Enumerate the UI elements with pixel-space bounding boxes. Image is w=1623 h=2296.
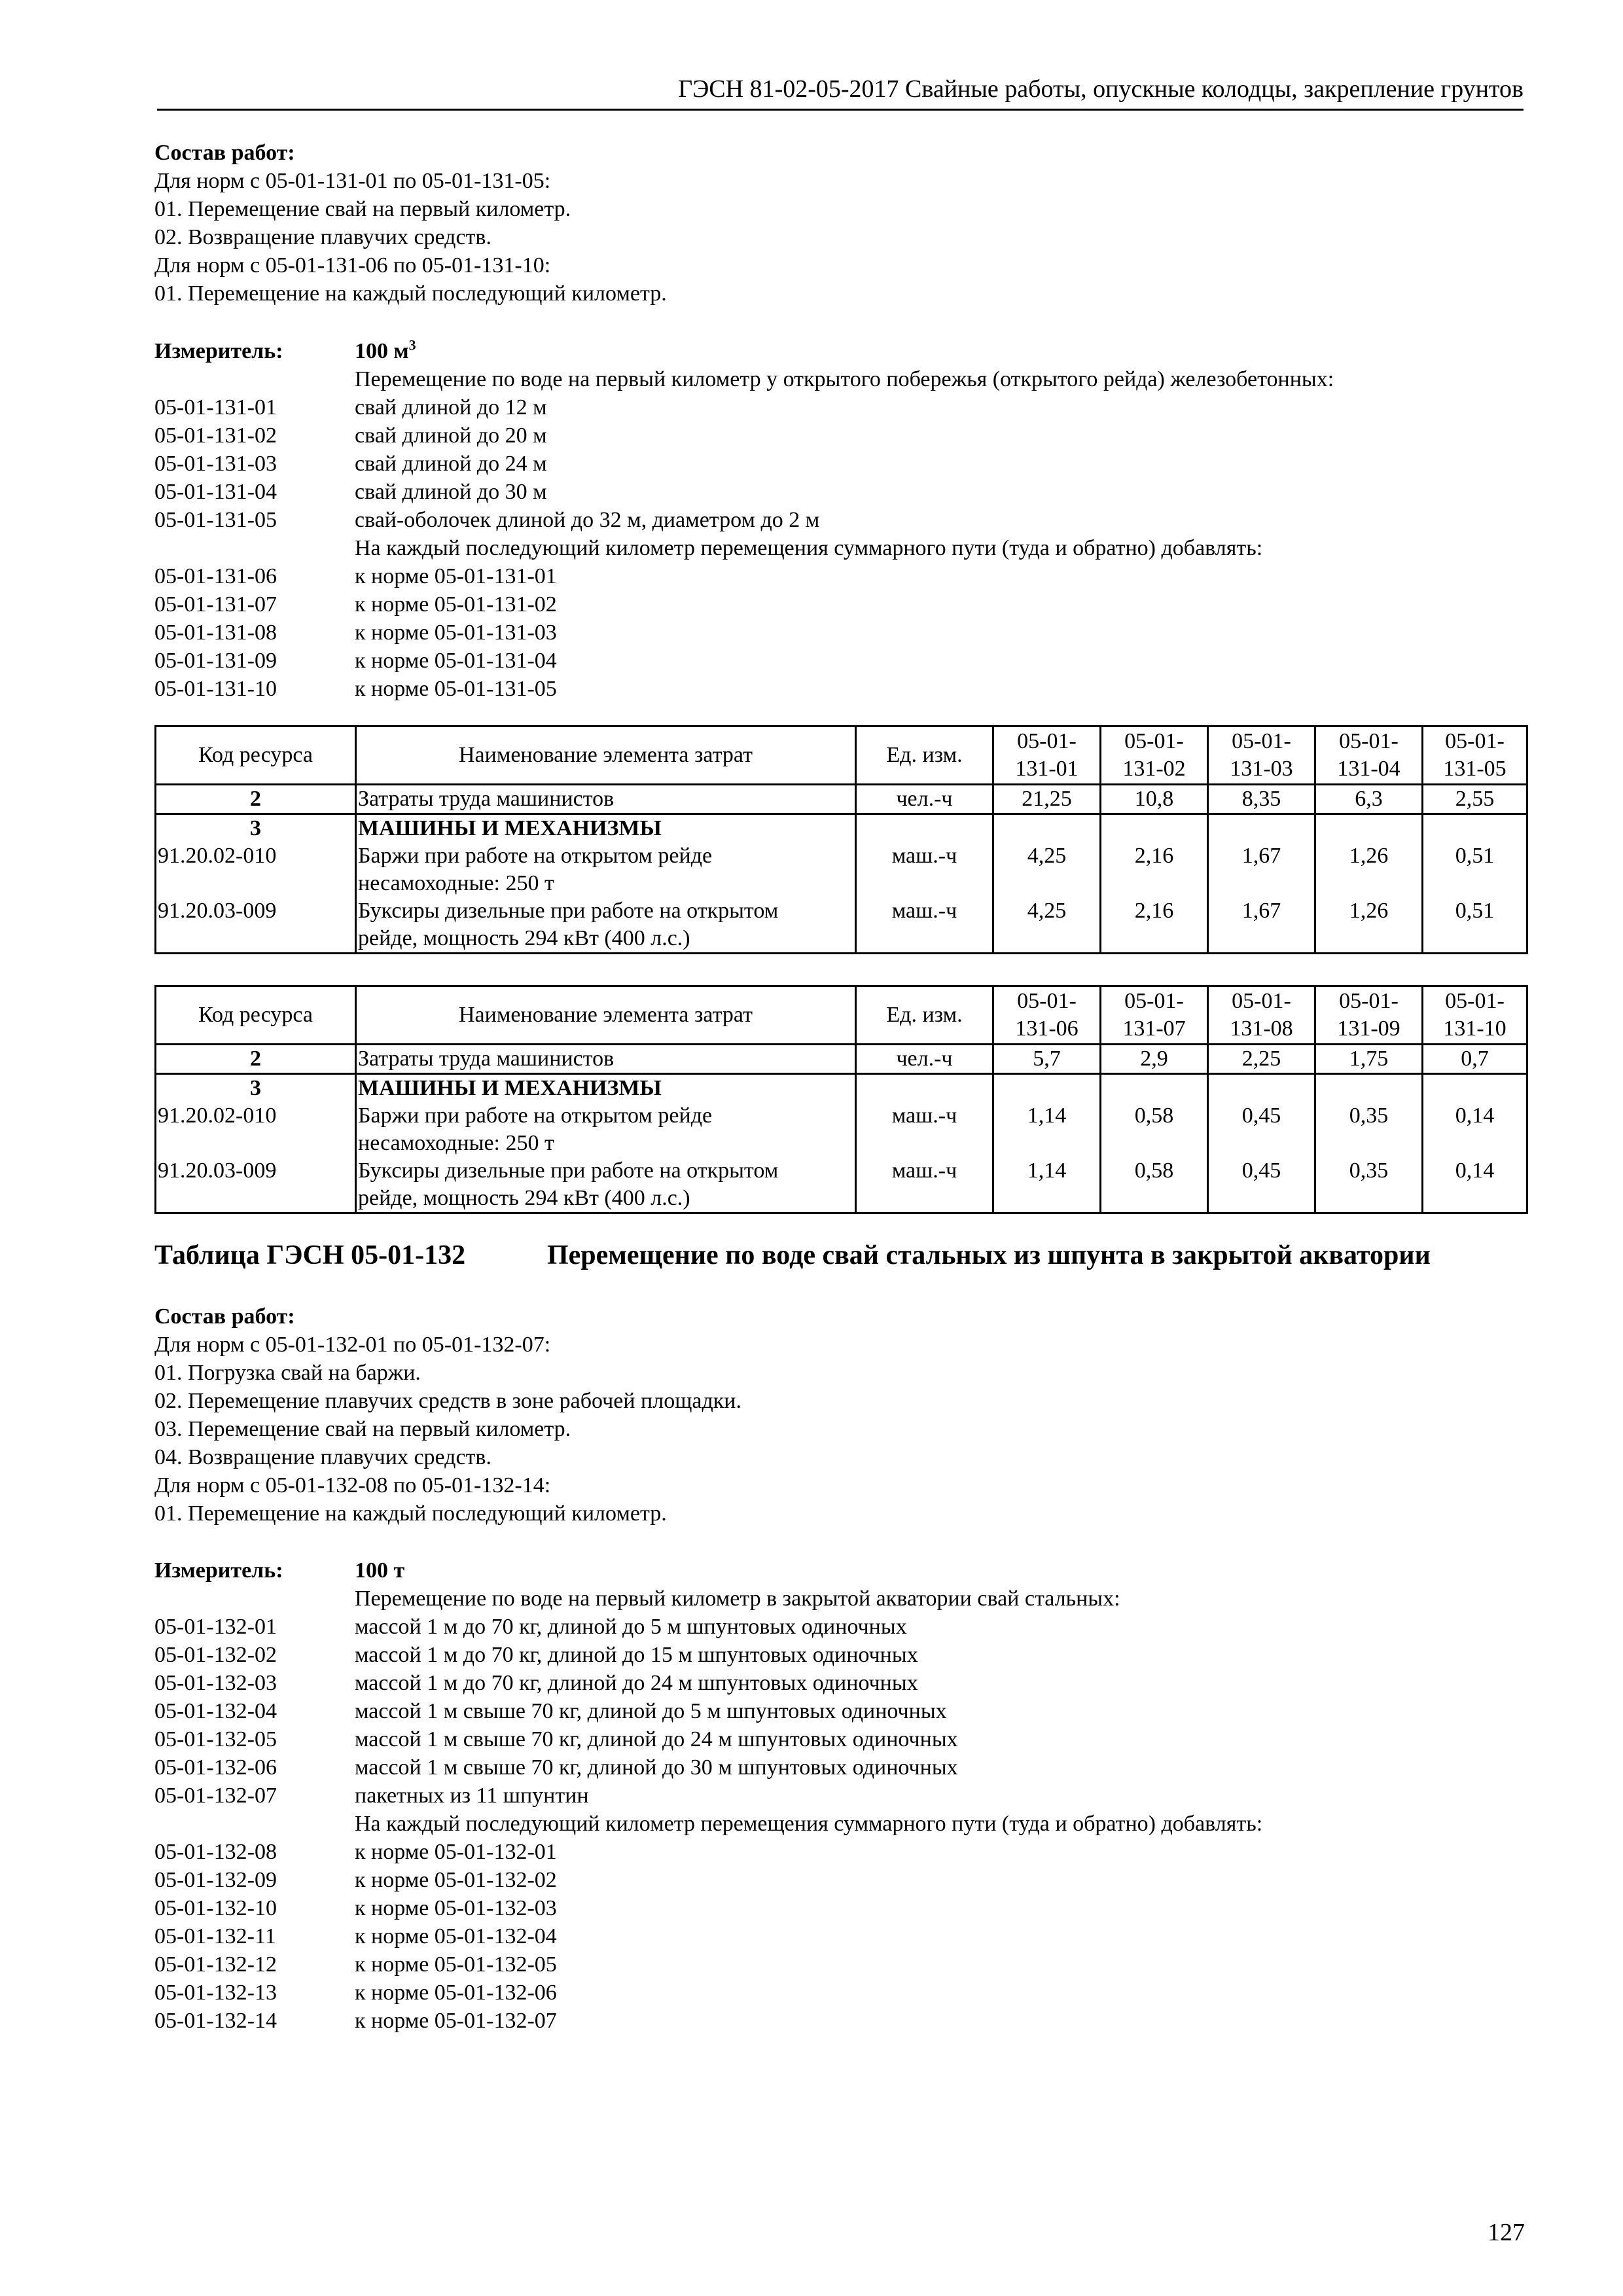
resource-code: 3 bbox=[156, 1074, 356, 1103]
col-header-unit: Ед. изм. bbox=[856, 726, 993, 785]
resource-code: 91.20.03-009 bbox=[156, 1157, 356, 1213]
running-header: ГЭСН 81-02-05-2017 Свайные работы, опускные колодцы, закрепление грунтов bbox=[157, 73, 1524, 111]
resource-name: Баржи при работе на открытом рейде несамоходные: 250 т bbox=[356, 1102, 856, 1157]
norm-row: 05-01-132-04 массой 1 м свыше 70 кг, длиной до 5 м шпунтовых одиночных bbox=[154, 1699, 947, 1723]
resource-value: 0,7 bbox=[1423, 1045, 1527, 1074]
resource-name: Буксиры дизельные при работе на открытом рейде, мощность 294 кВт (400 л.с.) bbox=[356, 897, 856, 954]
composition-line: 03. Перемещение свай на первый километр. bbox=[154, 1417, 571, 1441]
resource-value: 1,14 bbox=[993, 1157, 1101, 1213]
table-title bbox=[154, 1237, 1529, 1274]
col-header-norm: 05-01- 131-07 bbox=[1101, 986, 1208, 1045]
norm-row: 05-01-132-08 к норме 05-01-132-01 bbox=[154, 1840, 557, 1864]
table-header-row bbox=[156, 986, 1527, 1045]
composition-line: 04. Возвращение плавучих средств. bbox=[154, 1445, 491, 1469]
section-title: МАШИНЫ И МЕХАНИЗМЫ bbox=[356, 1074, 856, 1103]
meter-label: Измеритель: bbox=[154, 1558, 283, 1583]
composition-line: 01. Перемещение на каждый последующий километр. bbox=[154, 281, 667, 306]
norm-row: 05-01-131-04 свай длиной до 30 м bbox=[154, 480, 547, 504]
resource-value: 21,25 bbox=[993, 785, 1101, 814]
resource-value: 0,58 bbox=[1101, 1157, 1208, 1213]
meter-row bbox=[154, 1556, 1529, 1585]
table-row bbox=[156, 1102, 1527, 1157]
resource-value: 0,51 bbox=[1423, 897, 1527, 954]
composition-line: 01. Перемещение на каждый последующий километр. bbox=[154, 1501, 667, 1526]
resource-unit: маш.-ч bbox=[856, 842, 993, 897]
resource-name: Затраты труда машинистов bbox=[356, 1045, 856, 1074]
resource-table-2 bbox=[154, 985, 1528, 1214]
resource-unit: чел.-ч bbox=[856, 785, 993, 814]
resource-name: Буксиры дизельные при работе на открытом рейде, мощность 294 кВт (400 л.с.) bbox=[356, 1157, 856, 1213]
norm-row: 05-01-132-13 к норме 05-01-132-06 bbox=[154, 1981, 557, 2005]
col-header-code: Код ресурса bbox=[156, 986, 356, 1045]
resource-value: 2,16 bbox=[1101, 842, 1208, 897]
resource-value: 6,3 bbox=[1315, 785, 1423, 814]
composition-line: 02. Возвращение плавучих средств. bbox=[154, 225, 491, 249]
composition-line: Для норм с 05-01-132-01 по 05-01-132-07: bbox=[154, 1333, 551, 1357]
resource-value: 2,55 bbox=[1423, 785, 1527, 814]
col-header-unit: Ед. изм. bbox=[856, 986, 993, 1045]
norm-row: 05-01-132-03 массой 1 м до 70 кг, длиной до 24 м шпунтовых одиночных bbox=[154, 1671, 918, 1695]
norm-row: 05-01-131-01 свай длиной до 12 м bbox=[154, 395, 547, 420]
composition-131 bbox=[154, 139, 1529, 308]
resource-value: 0,45 bbox=[1208, 1102, 1315, 1157]
resource-value: 2,9 bbox=[1101, 1045, 1208, 1074]
resource-unit: маш.-ч bbox=[856, 897, 993, 954]
resource-name: Баржи при работе на открытом рейде несамоходные: 250 т bbox=[356, 842, 856, 897]
table-header-row bbox=[156, 726, 1527, 785]
norms-132 bbox=[154, 1556, 1529, 2035]
resource-value: 2,16 bbox=[1101, 897, 1208, 954]
norm-row: 05-01-131-07 к норме 05-01-131-02 bbox=[154, 592, 557, 617]
resource-value: 0,14 bbox=[1423, 1157, 1527, 1213]
col-header-name: Наименование элемента затрат bbox=[356, 986, 856, 1045]
col-header-norm: 05-01- 131-03 bbox=[1208, 726, 1315, 785]
norm-row: 05-01-132-14 к норме 05-01-132-07 bbox=[154, 2009, 557, 2033]
resource-value: 5,7 bbox=[993, 1045, 1101, 1074]
col-header-norm: 05-01- 131-01 bbox=[993, 726, 1101, 785]
resource-value: 0,35 bbox=[1315, 1157, 1423, 1213]
resource-value: 0,14 bbox=[1423, 1102, 1527, 1157]
table-row-labor bbox=[156, 1045, 1527, 1074]
col-header-norm: 05-01- 131-08 bbox=[1208, 986, 1315, 1045]
table-name: Перемещение по воде свай стальных из шпунта в закрытой акватории bbox=[547, 1240, 1431, 1270]
norm-intro: Перемещение по воде на первый километр у открытого побережья (открытого рейда) железобетонных: bbox=[355, 367, 1334, 391]
norm-row: 05-01-131-10 к норме 05-01-131-05 bbox=[154, 677, 557, 701]
resource-unit: чел.-ч bbox=[856, 1045, 993, 1074]
resource-value: 4,25 bbox=[993, 842, 1101, 897]
resource-value: 0,35 bbox=[1315, 1102, 1423, 1157]
table-row bbox=[156, 842, 1527, 897]
meter-row bbox=[154, 337, 1529, 365]
norm-row: 05-01-132-05 массой 1 м свыше 70 кг, длиной до 24 м шпунтовых одиночных bbox=[154, 1727, 958, 1751]
meter-label: Измеритель: bbox=[154, 339, 283, 363]
resource-code: 91.20.02-010 bbox=[156, 842, 356, 897]
norm-row: 05-01-132-02 массой 1 м до 70 кг, длиной до 15 м шпунтовых одиночных bbox=[154, 1643, 918, 1667]
table-row bbox=[156, 1157, 1527, 1213]
resource-value: 1,26 bbox=[1315, 897, 1423, 954]
norm-intro: На каждый последующий километр перемещения суммарного пути (туда и обратно) добавлять: bbox=[355, 1812, 1263, 1836]
resource-code: 3 bbox=[156, 814, 356, 843]
norm-intro: Перемещение по воде на первый километр в закрытой акватории свай стальных: bbox=[355, 1587, 1120, 1611]
norms-131 bbox=[154, 337, 1529, 703]
resource-value: 1,67 bbox=[1208, 842, 1315, 897]
composition-line: Для норм с 05-01-131-06 по 05-01-131-10: bbox=[154, 253, 551, 278]
resource-value: 1,75 bbox=[1315, 1045, 1423, 1074]
col-header-norm: 05-01- 131-09 bbox=[1315, 986, 1423, 1045]
resource-code: 2 bbox=[156, 1045, 356, 1074]
resource-unit: маш.-ч bbox=[856, 1102, 993, 1157]
norm-row: 05-01-132-06 массой 1 м свыше 70 кг, длиной до 30 м шпунтовых одиночных bbox=[154, 1755, 958, 1780]
norm-row: 05-01-131-09 к норме 05-01-131-04 bbox=[154, 649, 557, 673]
col-header-name: Наименование элемента затрат bbox=[356, 726, 856, 785]
composition-line: 01. Погрузка свай на баржи. bbox=[154, 1361, 421, 1385]
page-number: 127 bbox=[1488, 2219, 1525, 2246]
resource-value: 8,35 bbox=[1208, 785, 1315, 814]
norm-row: 05-01-132-07 пакетных из 11 шпунтин bbox=[154, 1784, 589, 1808]
resource-code: 91.20.02-010 bbox=[156, 1102, 356, 1157]
col-header-norm: 05-01- 131-04 bbox=[1315, 726, 1423, 785]
norm-row: 05-01-132-10 к норме 05-01-132-03 bbox=[154, 1896, 557, 1920]
resource-value: 0,51 bbox=[1423, 842, 1527, 897]
resource-value: 1,26 bbox=[1315, 842, 1423, 897]
table-row-machines-title bbox=[156, 814, 1527, 843]
norm-row: 05-01-131-02 свай длиной до 20 м bbox=[154, 423, 547, 448]
norm-intro: На каждый последующий километр перемещения суммарного пути (туда и обратно) добавлять: bbox=[355, 536, 1263, 560]
norm-row: 05-01-131-06 к норме 05-01-131-01 bbox=[154, 564, 557, 588]
resource-code: 2 bbox=[156, 785, 356, 814]
table-number: Таблица ГЭСН 05-01-132 bbox=[154, 1240, 466, 1270]
resource-value: 1,14 bbox=[993, 1102, 1101, 1157]
col-header-norm: 05-01- 131-05 bbox=[1423, 726, 1527, 785]
resource-value: 0,45 bbox=[1208, 1157, 1315, 1213]
table-row-labor bbox=[156, 785, 1527, 814]
table-row bbox=[156, 897, 1527, 954]
composition-line: 02. Перемещение плавучих средств в зоне рабочей площадки. bbox=[154, 1389, 741, 1413]
composition-line: Для норм с 05-01-132-08 по 05-01-132-14: bbox=[154, 1473, 551, 1498]
resource-table-1 bbox=[154, 725, 1528, 954]
resource-value: 0,58 bbox=[1101, 1102, 1208, 1157]
resource-value: 4,25 bbox=[993, 897, 1101, 954]
resource-name: Затраты труда машинистов bbox=[356, 785, 856, 814]
norm-row: 05-01-132-09 к норме 05-01-132-02 bbox=[154, 1868, 557, 1892]
col-header-norm: 05-01- 131-06 bbox=[993, 986, 1101, 1045]
composition-line: 01. Перемещение свай на первый километр. bbox=[154, 197, 571, 221]
norm-row: 05-01-132-12 к норме 05-01-132-05 bbox=[154, 1952, 557, 1977]
resource-value: 10,8 bbox=[1101, 785, 1208, 814]
norm-row: 05-01-131-05 свай-оболочек длиной до 32 м, диаметром до 2 м bbox=[154, 508, 820, 532]
composition-line: Для норм с 05-01-131-01 по 05-01-131-05: bbox=[154, 169, 551, 193]
composition-title: Состав работ: bbox=[154, 1304, 295, 1329]
norm-row: 05-01-132-01 массой 1 м до 70 кг, длиной до 5 м шпунтовых одиночных bbox=[154, 1615, 907, 1639]
composition-132 bbox=[154, 1302, 1529, 1528]
norm-row: 05-01-131-03 свай длиной до 24 м bbox=[154, 452, 547, 476]
resource-unit: маш.-ч bbox=[856, 1157, 993, 1213]
col-header-norm: 05-01- 131-02 bbox=[1101, 726, 1208, 785]
section-title: МАШИНЫ И МЕХАНИЗМЫ bbox=[356, 814, 856, 843]
table-row-machines-title bbox=[156, 1074, 1527, 1103]
resource-value: 1,67 bbox=[1208, 897, 1315, 954]
col-header-code: Код ресурса bbox=[156, 726, 356, 785]
norm-row: 05-01-132-11 к норме 05-01-132-04 bbox=[154, 1924, 557, 1948]
composition-title: Состав работ: bbox=[154, 141, 295, 165]
meter-value: 100 т bbox=[355, 1558, 405, 1583]
norm-row: 05-01-131-08 к норме 05-01-131-03 bbox=[154, 620, 557, 645]
resource-value: 2,25 bbox=[1208, 1045, 1315, 1074]
col-header-norm: 05-01- 131-10 bbox=[1423, 986, 1527, 1045]
meter-value: 100 $м^3$ bbox=[355, 336, 416, 363]
resource-code: 91.20.03-009 bbox=[156, 897, 356, 954]
